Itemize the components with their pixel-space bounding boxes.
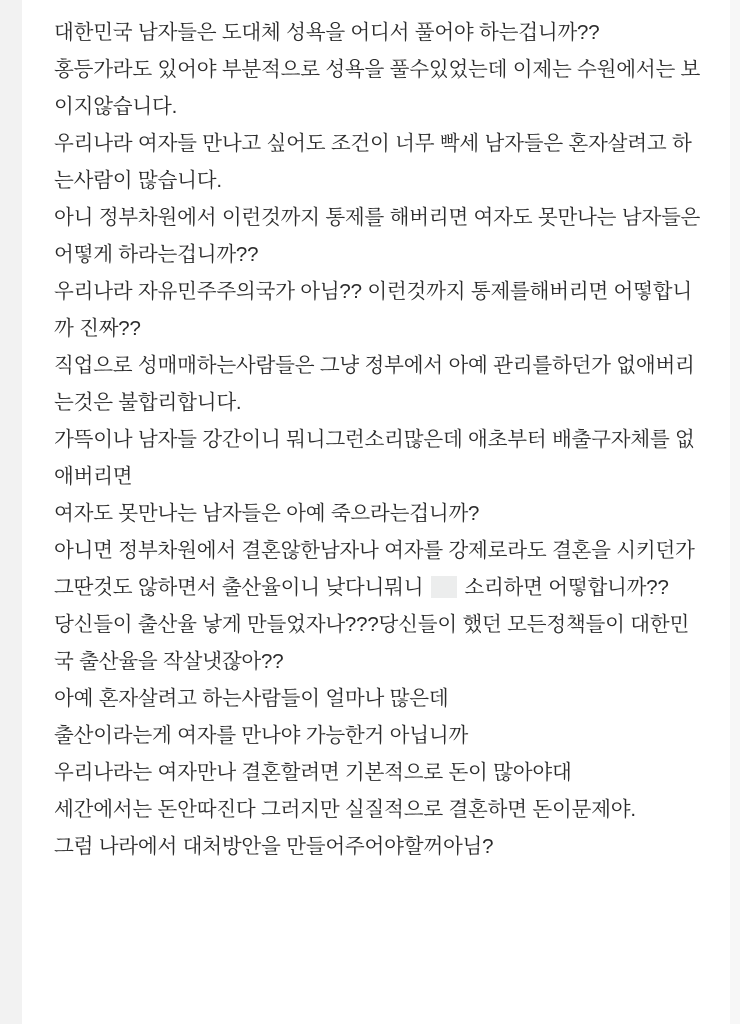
- redaction-block: [431, 576, 457, 598]
- paragraph: 아니면 정부차원에서 결혼않한남자나 여자를 강제로라도 결혼을 시키던가: [54, 539, 695, 562]
- paragraph: 가뜩이나 남자들 강간이니 뭐니그런소리많은데 애초부터 배출구자체를 없애버리면: [54, 428, 695, 488]
- redacted-paragraph-after: 소리하면 어떻합니까??: [458, 576, 669, 599]
- paragraph: 출산이라는게 여자를 만나야 가능한거 아닙니까: [54, 724, 469, 747]
- post-body: [22, 0, 730, 865]
- paragraph-with-redaction: [54, 569, 702, 606]
- paragraph: 당신들이 출산율 낳게 만들었자나???당신들이 했던 모든정책들이 대한민국 출산율을 작살냇잖아??: [54, 613, 690, 673]
- paragraph: 아니 정부차원에서 이런것까지 통제를 해버리면 여자도 못만나는 남자들은 어떻게 하라는겁니까??: [54, 206, 701, 266]
- paragraph: 대한민국 남자들은 도대체 성욕을 어디서 풀어야 하는겁니까??: [54, 21, 600, 44]
- paragraph: 직업으로 성매매하는사람들은 그냥 정부에서 아예 관리를하던가 없애버리는것은 불합리합니다.: [54, 354, 695, 414]
- paragraph: 우리나라 여자들 만나고 싶어도 조건이 너무 빡세 남자들은 혼자살려고 하는사람이 많습니다.: [54, 132, 692, 192]
- redacted-paragraph-before: 그딴것도 않하면서 출산율이니 낮다니뭐니: [54, 576, 429, 599]
- paragraph: 우리나라 자유민주주의국가 아님?? 이런것까지 통제를해버리면 어떻합니까 진짜??: [54, 280, 692, 340]
- paragraph: 홍등가라도 있어야 부분적으로 성욕을 풀수있었는데 이제는 수원에서는 보이지않습니다.: [54, 58, 701, 118]
- right-gutter: [730, 0, 740, 1024]
- paragraph: 우리나라는 여자만나 결혼할려면 기본적으로 돈이 많아야대: [54, 761, 572, 784]
- left-gutter: [0, 0, 22, 1024]
- paragraph: 세간에서는 돈안따진다 그러지만 실질적으로 결혼하면 돈이문제야.: [54, 798, 636, 821]
- paragraph: 여자도 못만나는 남자들은 아예 죽으라는겁니까?: [54, 502, 480, 525]
- paragraph: 아예 혼자살려고 하는사람들이 얼마나 많은데: [54, 687, 449, 710]
- paragraph: 그럼 나라에서 대처방안을 만들어주어야할꺼아님?: [54, 835, 494, 858]
